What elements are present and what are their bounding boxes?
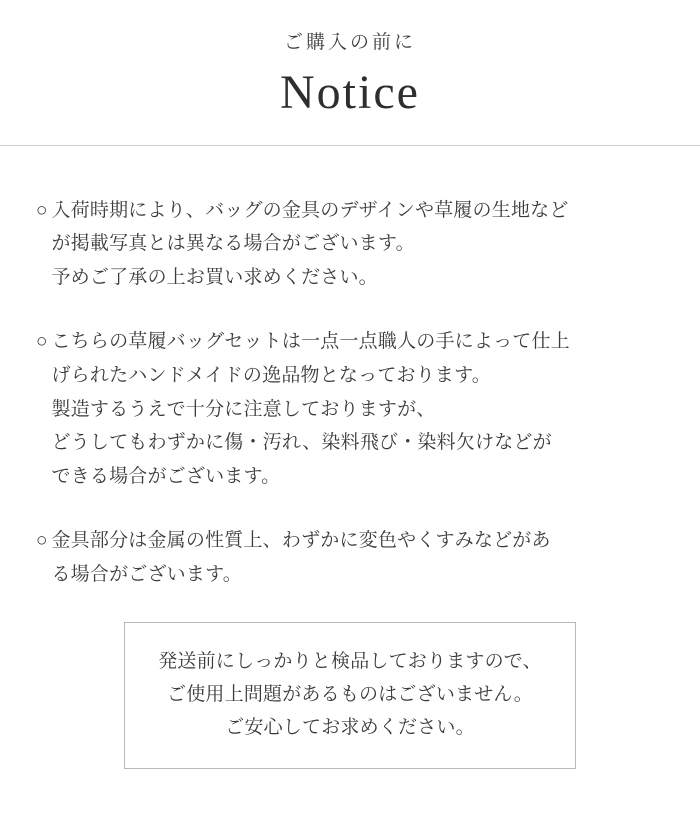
note-item bbox=[36, 524, 664, 592]
inspection-message-box bbox=[124, 622, 576, 770]
note-line: が掲載写真とは異なる場合がございます。 bbox=[51, 233, 415, 255]
note-line: どうしてもわずかに傷・汚れ、染料飛び・染料欠けなどが bbox=[51, 432, 552, 454]
circle-marker-icon: ○ bbox=[36, 530, 48, 552]
note-text bbox=[51, 325, 664, 494]
note-line: 予めご了承の上お買い求めください。 bbox=[51, 267, 378, 289]
note-line: 入荷時期により、バッグの金具のデザインや草履の生地など bbox=[51, 199, 569, 221]
notes-list bbox=[0, 154, 700, 592]
note-line: できる場合がございます。 bbox=[51, 466, 281, 488]
inspection-message-wrapper bbox=[0, 622, 700, 770]
note-line: げられたハンドメイドの逸品物となっております。 bbox=[51, 364, 491, 386]
header-divider bbox=[0, 145, 700, 146]
note-line: る場合がございます。 bbox=[51, 563, 242, 585]
box-line: ご使用上問題があるものはございません。 bbox=[167, 683, 533, 705]
circle-marker-icon: ○ bbox=[36, 199, 48, 221]
page-subtitle: ご購入の前に bbox=[283, 32, 416, 53]
note-line: 金具部分は金属の性質上、わずかに変色やくすみなどがあ bbox=[51, 530, 551, 552]
note-text bbox=[51, 524, 664, 592]
note-text bbox=[51, 194, 664, 295]
page-header bbox=[0, 0, 700, 146]
note-line: 製造するうえで十分に注意しておりますが、 bbox=[51, 398, 436, 420]
page-title: Notice bbox=[280, 65, 420, 119]
note-item bbox=[36, 194, 664, 295]
box-line: ご安心してお求めください。 bbox=[225, 717, 475, 739]
circle-marker-icon: ○ bbox=[36, 331, 48, 353]
note-line: こちらの草履バッグセットは一点一点職人の手によって仕上 bbox=[51, 331, 570, 353]
note-item bbox=[36, 325, 664, 494]
box-line: 発送前にしっかりと検品しておりますので、 bbox=[158, 650, 542, 672]
